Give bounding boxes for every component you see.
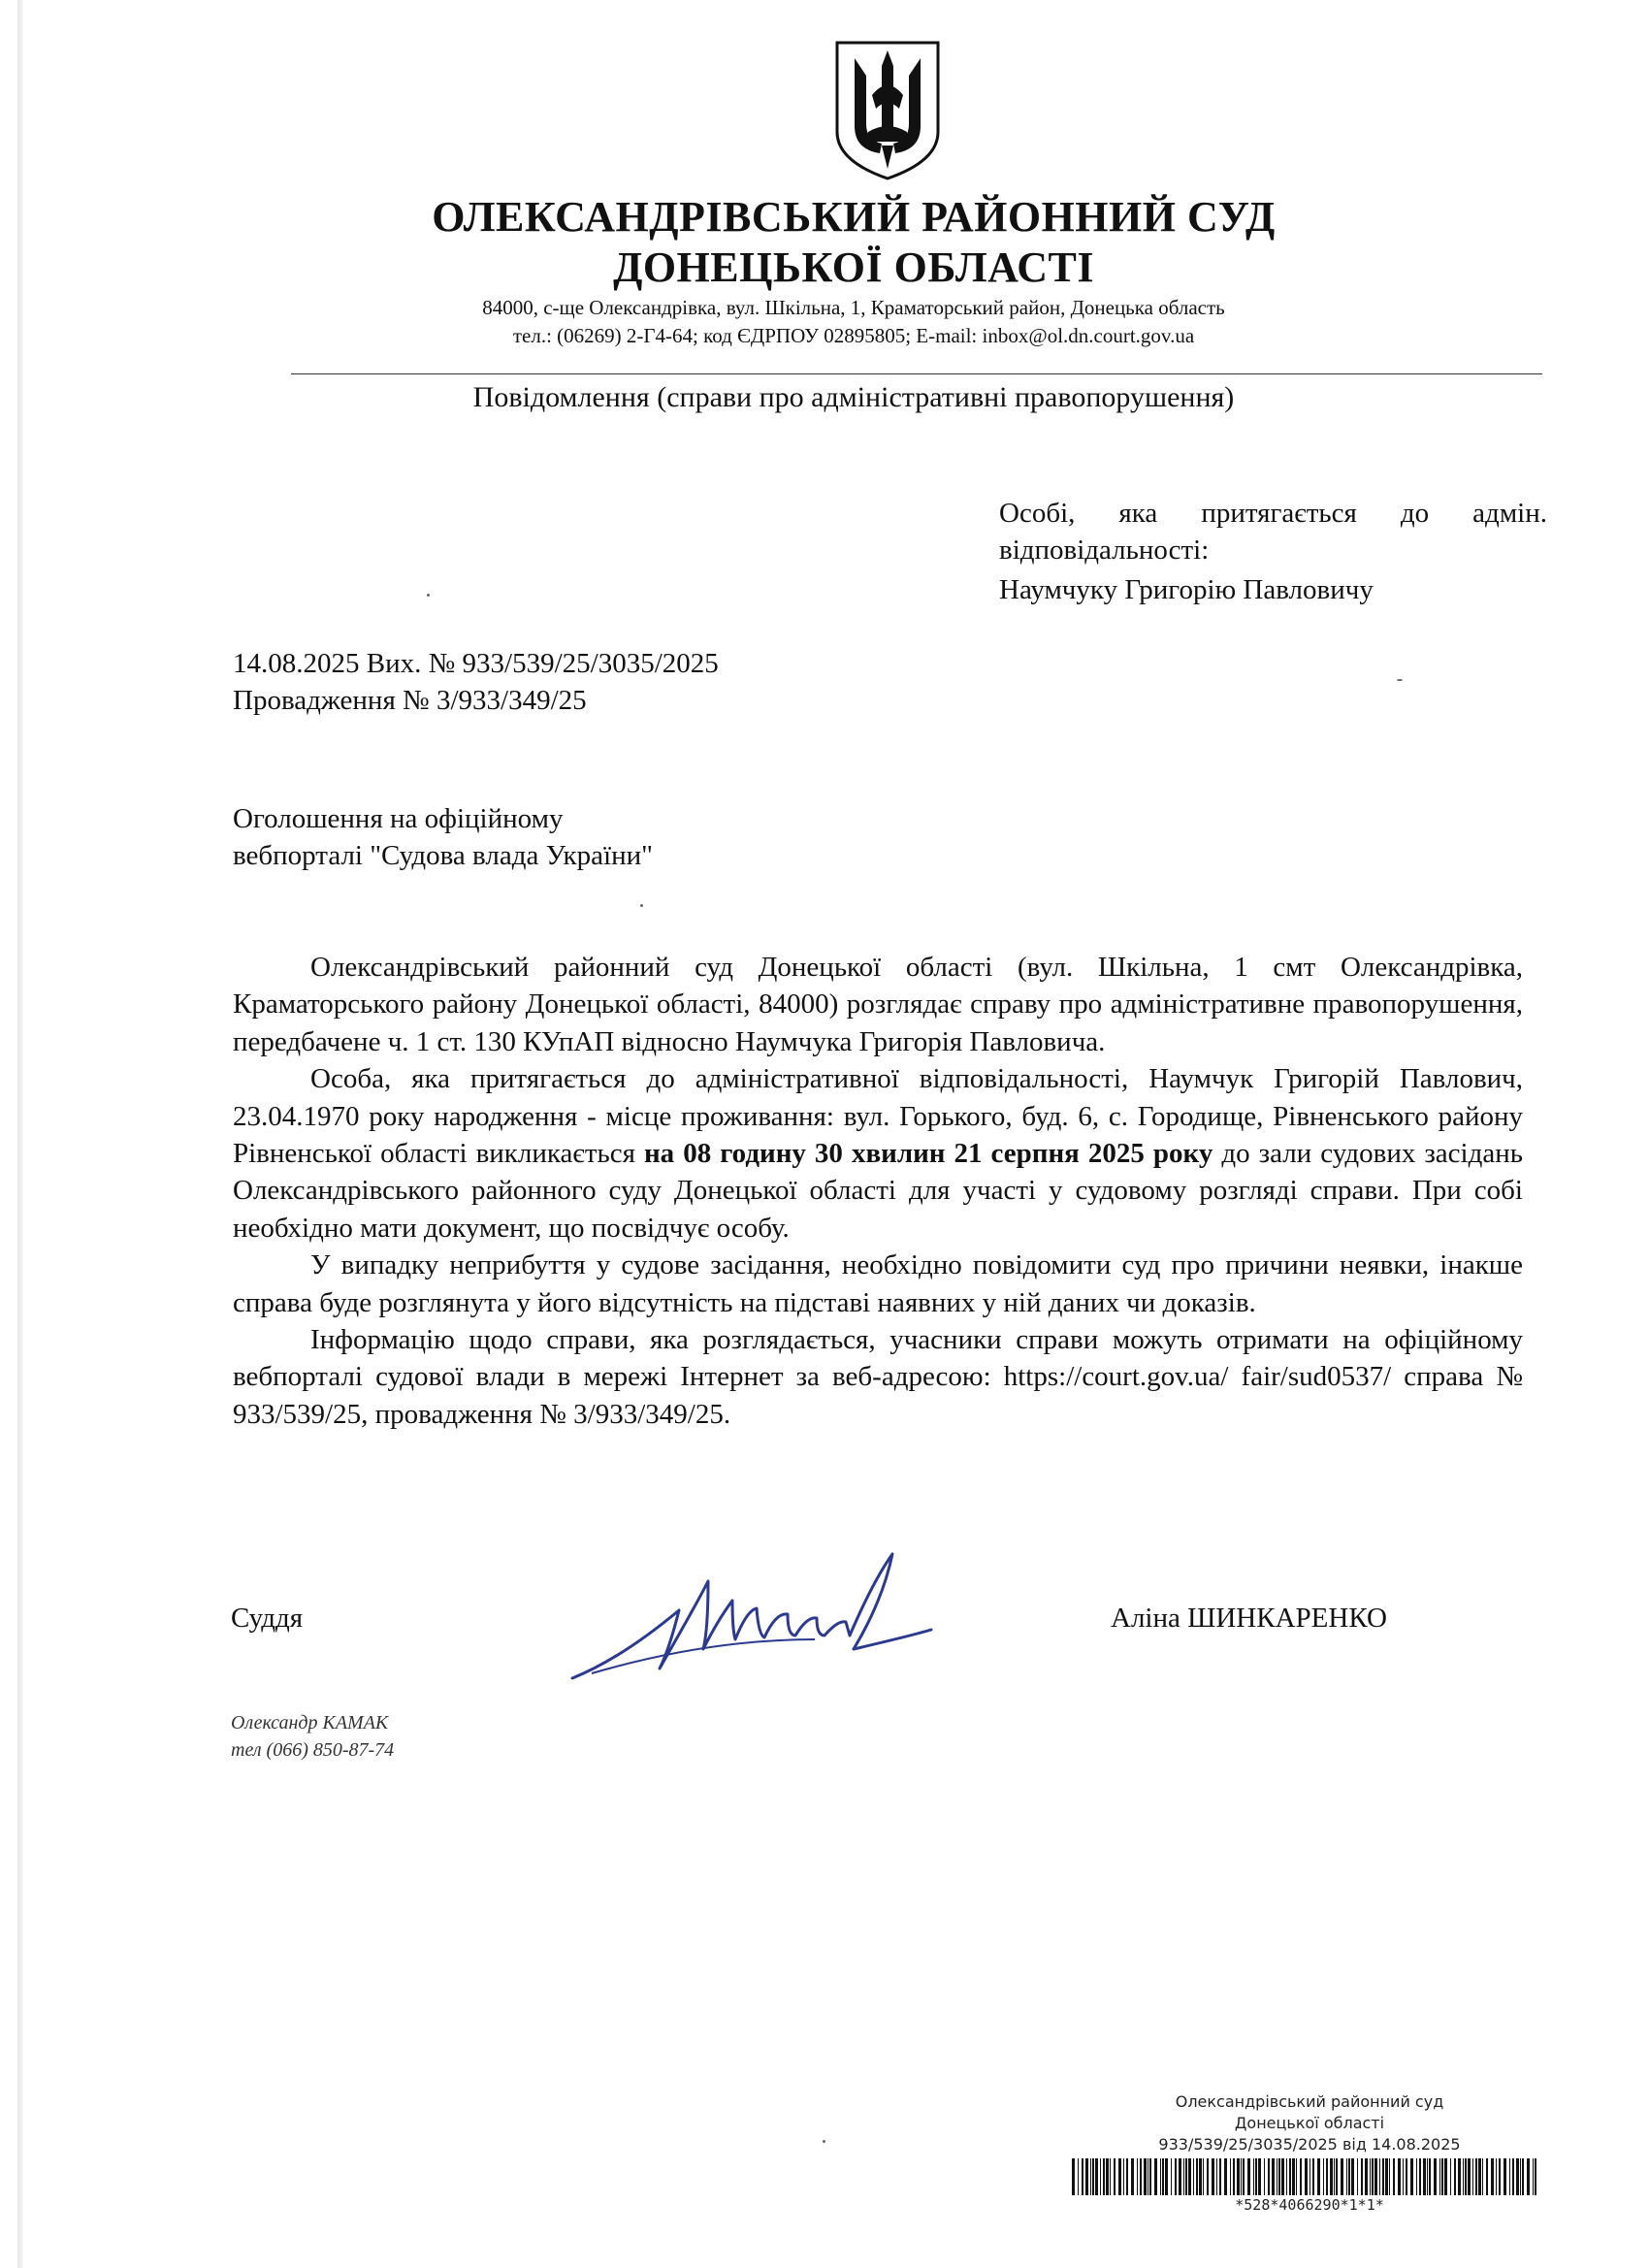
barcode-bar xyxy=(1278,2158,1280,2195)
barcode-bar xyxy=(1326,2158,1328,2195)
stamp-line3: 933/539/25/3035/2025 від 14.08.2025 xyxy=(1158,2135,1461,2154)
barcode-bar xyxy=(1289,2158,1291,2195)
barcode-bar xyxy=(1419,2158,1421,2195)
barcode-bar xyxy=(1224,2158,1227,2195)
barcode-bar xyxy=(1100,2158,1101,2195)
barcode-bar xyxy=(1346,2158,1347,2195)
barcode-bar xyxy=(1444,2158,1447,2195)
announcement-line1: Оголошення на офіційному xyxy=(233,803,564,834)
notice-body xyxy=(233,949,1523,1433)
barcode-bar xyxy=(1118,2158,1121,2195)
barcode-bar xyxy=(1264,2158,1265,2195)
body-paragraph-1: Олександрівський районний суд Донецької області (вул. Шкільна, 1 смт Олександрівка, Краматорського району Донецької області, 84000) розглядає справу про адміністративне правопорушення, передбачене ч. 1 ст. 130 КУпАП відносно Наумчука Григорія Павловича. xyxy=(233,952,1523,1057)
barcode-bar xyxy=(1085,2158,1088,2195)
scan-speck xyxy=(823,2140,825,2143)
barcode-bar xyxy=(1520,2158,1521,2195)
barcode-bar xyxy=(1423,2158,1426,2195)
body-paragraph-2-end: до зали судових засідань Олександрівського районного суду Донецької області для участі у судовому розгляді справи. При собі необхідно мати документ, що посвідчує особу. xyxy=(233,1138,1523,1244)
stamp-line1: Олександрівський районний суд xyxy=(1175,2092,1444,2111)
outgoing-number: 14.08.2025 Вих. № 933/539/25/3035/2025 xyxy=(233,648,719,679)
barcode-bar xyxy=(1427,2158,1428,2195)
barcode-bar xyxy=(1389,2158,1390,2195)
barcode-bar xyxy=(1357,2158,1358,2195)
barcode-bar xyxy=(1216,2158,1217,2195)
barcode-bar xyxy=(1292,2158,1295,2195)
court-address: 84000, с-ще Олександрівка, вул. Шкільна, 1, Краматорський район, Донецька область xyxy=(482,296,1225,319)
barcode-bar xyxy=(1092,2158,1094,2195)
trident-emblem-icon xyxy=(829,37,946,182)
barcode-bar xyxy=(1429,2158,1431,2195)
court-name-line2: ДОНЕЦЬКОЇ ОБЛАСТІ xyxy=(613,243,1094,291)
announcement-line2: вебпорталі "Судова влада України" xyxy=(233,840,653,871)
handwritten-signature xyxy=(563,1542,951,1698)
recipient-line1: Особі, яка притягається до адмін. xyxy=(999,498,1547,529)
barcode-bar xyxy=(1365,2158,1368,2195)
court-contacts: тел.: (06269) 2-Г4-64; код ЄДРПОУ 02895805; E-mail: inbox@ol.dn.court.gov.ua xyxy=(512,324,1195,347)
recipient-line2: відповідальності: xyxy=(999,535,1210,566)
barcode-bar xyxy=(1496,2158,1497,2195)
notice-title: Повідомлення (справи про адміністративні правопорушення) xyxy=(472,381,1235,413)
barcode-bar xyxy=(1123,2158,1124,2195)
body-paragraph-4: Інформацію щодо справи, яка розглядається, учасники справи можуть отримати на офіційному вебпорталі судової влади в мережі Інтернет за веб-адресою: https://court.gov.ua/ fair/sud0537/ справа № 933/539/25, провадження № 3/933/349/25. xyxy=(233,1324,1523,1430)
barcode-bar xyxy=(1416,2158,1417,2195)
barcode-bar xyxy=(1305,2158,1308,2195)
barcode-bar xyxy=(1454,2158,1456,2195)
barcode-number: *528*4066290*1*1* xyxy=(1235,2196,1384,2214)
barcode-bar xyxy=(1509,2158,1510,2195)
barcode-bar xyxy=(1268,2158,1270,2195)
barcode-bar xyxy=(1512,2158,1514,2195)
barcode-bar xyxy=(1410,2158,1413,2195)
barcode-bar xyxy=(1137,2158,1138,2195)
barcode-bar xyxy=(1403,2158,1404,2195)
barcode-bar xyxy=(1241,2158,1242,2195)
barcode-bar xyxy=(1114,2158,1116,2195)
barcode-bar xyxy=(1468,2158,1471,2195)
barcode-bar xyxy=(1272,2158,1275,2195)
barcode-bar xyxy=(1463,2158,1464,2195)
barcode-bar xyxy=(1281,2158,1284,2195)
recipient-name: Наумчуку Григорію Павловичу xyxy=(999,574,1374,605)
barcode-bar xyxy=(1253,2158,1254,2195)
barcode-bar xyxy=(1351,2158,1354,2195)
barcode-bar xyxy=(1199,2158,1202,2195)
barcode-bar xyxy=(1434,2158,1437,2195)
barcode-bar xyxy=(1140,2158,1142,2195)
barcode-bar xyxy=(1095,2158,1098,2195)
barcode-bar xyxy=(1385,2158,1388,2195)
barcode-bar xyxy=(1486,2158,1488,2195)
barcode-bar xyxy=(1522,2158,1524,2195)
barcode-bar xyxy=(1450,2158,1451,2195)
barcode-bar xyxy=(1144,2158,1147,2195)
barcode-bar xyxy=(1110,2158,1111,2195)
scan-edge xyxy=(17,0,23,2268)
barcode-bar xyxy=(1516,2158,1519,2195)
barcode-bar xyxy=(1247,2158,1250,2195)
proceeding-number: Провадження № 3/933/349/25 xyxy=(233,685,587,716)
barcode-bar xyxy=(1171,2158,1172,2195)
court-name-line1: ОЛЕКСАНДРІВСЬКИЙ РАЙОННИЙ СУД xyxy=(432,193,1276,241)
barcode-bar xyxy=(1323,2158,1324,2195)
header-divider xyxy=(291,373,1542,374)
barcode-bar xyxy=(1372,2158,1374,2195)
barcode-bar xyxy=(1330,2158,1333,2195)
barcode-bar xyxy=(1162,2158,1164,2195)
barcode-bar xyxy=(1482,2158,1483,2195)
barcode-bar xyxy=(1465,2158,1467,2195)
barcode-bar xyxy=(1219,2158,1221,2195)
barcode-bar xyxy=(1300,2158,1302,2195)
barcode-bar xyxy=(1336,2158,1338,2195)
barcode-bar xyxy=(1286,2158,1287,2195)
barcode-bar xyxy=(1374,2158,1377,2195)
barcode-bar xyxy=(1149,2158,1151,2195)
body-paragraph-2-start: Особа, яка притягається до адміністративної відповідальності, Наумчук Григорій Павлович, 23.04.1970 року народження - місце проживання: вул. Горького, буд. 6, с. Городище, Рівненського району Рівненської області викликається xyxy=(233,1063,1523,1170)
barcode-bar xyxy=(1334,2158,1335,2195)
barcode-bar xyxy=(1341,2158,1343,2195)
barcode-bar xyxy=(1398,2158,1401,2195)
barcode-bar xyxy=(1258,2158,1261,2195)
barcode-bar xyxy=(1072,2158,1075,2195)
barcode-bar xyxy=(1078,2158,1079,2195)
barcode-bar xyxy=(1106,2158,1109,2195)
barcode-bar xyxy=(1165,2158,1168,2195)
signature-role: Суддя xyxy=(231,1603,304,1634)
barcode-bar xyxy=(1237,2158,1240,2195)
barcode-bar xyxy=(1312,2158,1314,2195)
barcode-bar xyxy=(1154,2158,1157,2195)
barcode-bar xyxy=(1382,2158,1384,2195)
barcode-bar xyxy=(1193,2158,1194,2195)
barcode-bar xyxy=(1203,2158,1204,2195)
barcode-bar xyxy=(1361,2158,1363,2195)
body-paragraph-2 xyxy=(233,1060,1523,1247)
barcode-bar xyxy=(1160,2158,1161,2195)
barcode-bar xyxy=(1131,2158,1134,2195)
barcode-bar xyxy=(1472,2158,1473,2195)
barcode-icon xyxy=(1072,2158,1537,2195)
barcode-bar xyxy=(1535,2158,1536,2195)
barcode-bar xyxy=(1179,2158,1181,2195)
barcode-bar xyxy=(1499,2158,1501,2195)
barcode-bar xyxy=(1126,2158,1128,2195)
barcode-bar xyxy=(1230,2158,1231,2195)
barcode-bar xyxy=(1233,2158,1235,2195)
barcode-bar xyxy=(1379,2158,1380,2195)
barcode-bar xyxy=(1370,2158,1371,2195)
barcode-bar xyxy=(1527,2158,1530,2195)
barcode-bar xyxy=(1243,2158,1245,2195)
barcode-bar xyxy=(1196,2158,1198,2195)
barcode-bar xyxy=(1207,2158,1209,2195)
barcode-bar xyxy=(1478,2158,1481,2195)
barcode-bar xyxy=(1441,2158,1443,2195)
barcode-bar xyxy=(1188,2158,1191,2195)
barcode-bar xyxy=(1185,2158,1187,2195)
scan-speck xyxy=(640,904,643,907)
body-paragraph-3: У випадку неприбуття у судове засідання, необхідно повідомити суд про причини неявки, інакше справа буде розглянута у його відсутність на підставі наявних у ній даних чи доказів. xyxy=(233,1249,1523,1318)
scan-speck xyxy=(1397,679,1403,681)
barcode-bar xyxy=(1491,2158,1494,2195)
barcode-bar xyxy=(1458,2158,1461,2195)
barcode-bar xyxy=(1475,2158,1477,2195)
barcode-bar xyxy=(1175,2158,1177,2195)
barcode-bar xyxy=(1103,2158,1105,2195)
barcode-bar xyxy=(1533,2158,1534,2195)
barcode-bar xyxy=(1393,2158,1395,2195)
scan-speck xyxy=(427,594,430,597)
barcode-bar xyxy=(1212,2158,1214,2195)
stamp-line2: Донецької області xyxy=(1234,2114,1385,2132)
barcode-bar xyxy=(1348,2158,1350,2195)
barcode-bar xyxy=(1082,2158,1083,2195)
barcode-bar xyxy=(1183,2158,1184,2195)
hearing-datetime: на 08 годину 30 хвилин 21 серпня 2025 року xyxy=(643,1138,1213,1170)
executor-name: Олександр КАМАК xyxy=(231,1712,389,1733)
barcode-bar xyxy=(1296,2158,1297,2195)
barcode-bar xyxy=(1317,2158,1320,2195)
barcode-bar xyxy=(1406,2158,1407,2195)
judge-name: Аліна ШИНКАРЕНКО xyxy=(1111,1603,1387,1634)
barcode-bar xyxy=(1439,2158,1440,2195)
executor-phone: тел (066) 850-87-74 xyxy=(231,1739,395,1761)
barcode-bar xyxy=(1255,2158,1257,2195)
barcode-bar xyxy=(1090,2158,1091,2195)
barcode-bar xyxy=(1504,2158,1506,2195)
